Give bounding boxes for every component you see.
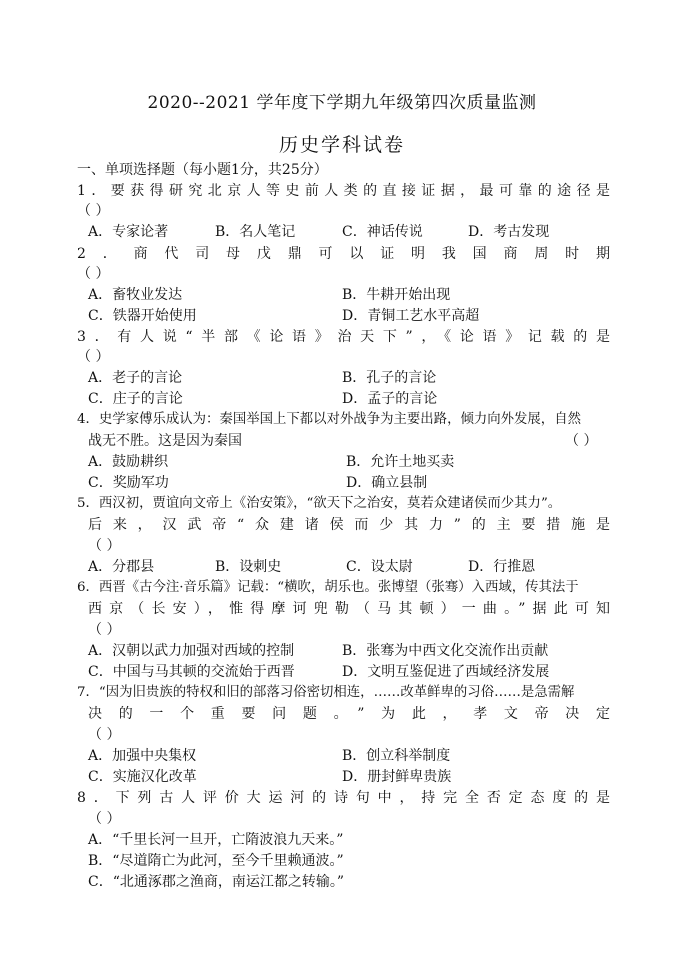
question-5-option-b: B．设刺史	[215, 559, 282, 575]
question-1-option-c: C．神话传说	[342, 224, 423, 240]
question-4-option-b: B．允许土地买卖	[346, 454, 455, 470]
question-5-option-a: A．分郡县	[88, 559, 155, 575]
section-heading: 一、单项选择题（每小题1分，共25分）	[77, 162, 328, 178]
question-6-option-d: D．文明互鉴促进了西域经济发展	[342, 664, 550, 680]
question-3-option-b: B．孔子的言论	[342, 370, 437, 386]
question-5-option-d: D．行推恩	[468, 559, 536, 575]
question-3-stem: 3．有人说“半部《论语》治天下”，《论语》记载的是	[77, 329, 610, 345]
question-8-option-b: B．“尽道隋亡为此河，至今千里赖通波。”	[88, 853, 344, 869]
question-5-stem-line-2: 后来，汉武帝“众建诸侯而少其力”的主要措施是	[88, 517, 610, 533]
question-4-option-d: D．确立县制	[346, 475, 428, 491]
question-1-stem: 1．要获得研究北京人等史前人类的直接证据，最可靠的途径是	[77, 183, 610, 199]
question-6-answer-blank: （ ）	[88, 622, 121, 638]
question-2-option-d: D．青铜工艺水平高超	[342, 308, 480, 324]
question-6-stem-line-2: 西京（长安），惟得摩诃兜勒（马其顿）一曲。”据此可知	[88, 601, 610, 617]
question-6-option-a: A．汉朝以武力加强对西域的控制	[88, 643, 295, 659]
question-3-option-d: D．孟子的言论	[342, 391, 438, 407]
question-1-answer-blank: （ ）	[77, 203, 110, 219]
question-2-answer-blank: （ ）	[77, 266, 110, 282]
question-8-stem: 8．下列古人评价大运河的诗句中，持完全否定态度的是	[77, 790, 610, 806]
question-7-stem-line-1: 7．“因为旧贵族的特权和旧的部落习俗密切相连，……改革鲜卑的习俗……是急需解	[77, 685, 575, 700]
question-8-answer-blank: （ ）	[88, 811, 121, 827]
question-3-answer-blank: （ ）	[77, 349, 110, 365]
question-8-option-c: C．“北通涿郡之渔商，南运江都之转输。”	[88, 874, 345, 890]
question-7-option-d: D．册封鲜卑贵族	[342, 769, 452, 785]
question-7-option-b: B．创立科举制度	[342, 748, 451, 764]
question-4-answer-blank: （ ）	[565, 433, 598, 449]
question-4-stem-line-1: 4．史学家傅乐成认为：秦国举国上下都以对外战争为主要出路，倾力向外发展，自然	[77, 412, 581, 427]
question-2-option-b: B．牛耕开始出现	[342, 287, 451, 303]
question-3-option-c: C．庄子的言论	[88, 391, 183, 407]
question-2-option-c: C．铁器开始使用	[88, 308, 197, 324]
question-8-option-a: A．“千里长河一旦开，亡隋波浪九天来。”	[88, 832, 344, 848]
question-5-answer-blank: （ ）	[88, 538, 121, 554]
question-1-option-b: B．名人笔记	[215, 224, 296, 240]
question-4-stem-line-2: 战无不胜。这是因为秦国	[88, 433, 242, 449]
exam-title: 2020--2021 学年度下学期九年级第四次质量监测	[147, 93, 537, 113]
question-7-option-c: C．实施汉化改革	[88, 769, 197, 785]
question-6-option-c: C．中国与马其顿的交流始于西晋	[88, 664, 295, 680]
question-2-option-a: A．畜牧业发达	[88, 287, 183, 303]
question-1-option-d: D．考古发现	[468, 224, 550, 240]
question-4-option-c: C．奖励军功	[88, 475, 169, 491]
question-3-option-a: A．老子的言论	[88, 370, 183, 386]
subject-title: 历史学科试卷	[278, 134, 405, 156]
question-6-option-b: B．张骞为中西文化交流作出贡献	[342, 643, 549, 659]
question-7-stem-line-2: 决的一个重要问题。”为此，孝文帝决定	[88, 706, 610, 722]
question-5-stem-line-1: 5．西汉初，贾谊向文帝上《治安策》，“欲天下之治安，莫若众建诸侯而少其力”。	[77, 496, 562, 511]
question-5-option-c: C．设太尉	[346, 559, 413, 575]
question-4-option-a: A．鼓励耕织	[88, 454, 169, 470]
question-7-answer-blank: （ ）	[88, 727, 121, 743]
question-1-option-a: A．专家论著	[88, 224, 169, 240]
question-7-option-a: A．加强中央集权	[88, 748, 197, 764]
question-2-stem: 2．商代司母戊鼎可以证明我国商周时期	[77, 246, 610, 262]
question-6-stem-line-1: 6．西晋《古今注·音乐篇》记载：“横吹，胡乐也。张博望（张骞）入西域，传其法于	[77, 580, 579, 595]
